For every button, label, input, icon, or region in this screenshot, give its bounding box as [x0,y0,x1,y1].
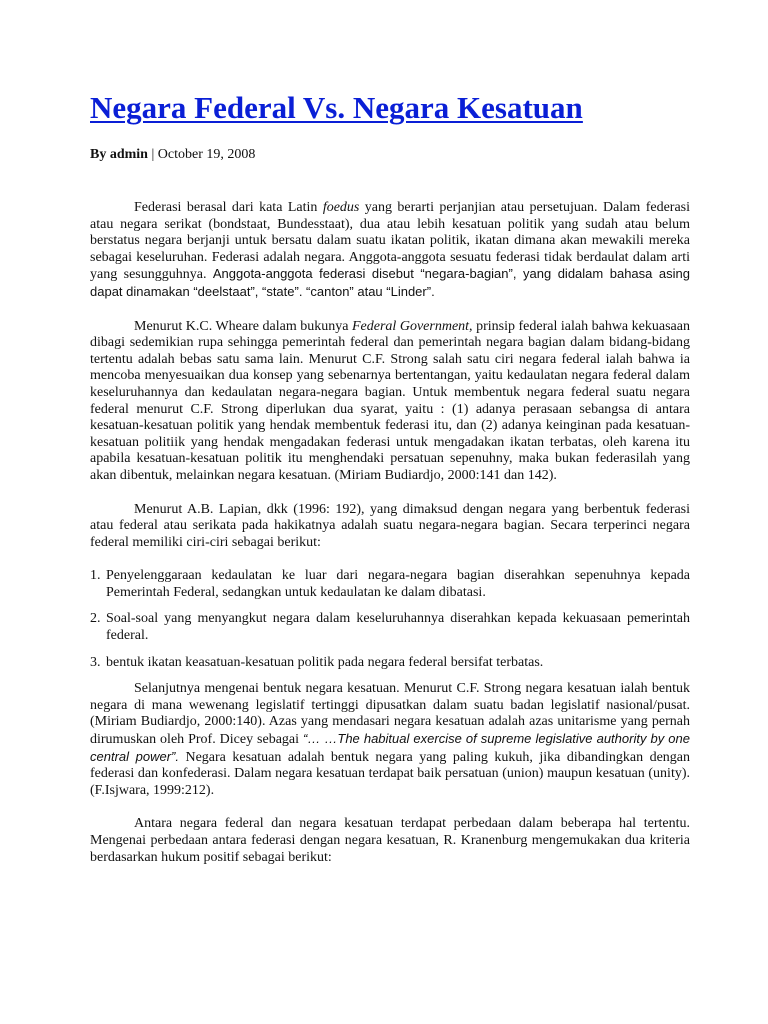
list-item-marker: 1. [90,568,101,584]
paragraph-2-text-c: , prinsip federal ialah bahwa kekuasaan dibagi sedemikian rupa sehingga pemerintah federal dan pemerintah negara bagian dalam bidang-bidang tertentu adalah bebas satu sama lain. Menurut C.F. Strong salah satu ciri negara federal ialah bahwa ia mencoba menyesuaikan dua konsep yang sebenarnya bertentangan, yaitu kedaulatan negara federal dalam keseluruhannya dan kedaulatan negara-negara bagian. Untuk membentuk negara federal suatu negara federal menurut C.F. Strong diperlukan dua syarat, yaitu : (1) adanya perasaan sebangsa di antara kesatuan-kesatuan politik yang hendak membentuk federasi itu, dan (2) adanya keinginan pada kesatuan-kesatuan politiik yang hendak mengadakan federasi untuk mengadakan ikatan terbatas, oleh karena itu apabila kesatuan-kesatuan politik itu menghendaki persatuan sepenuhny, maka bukan federasilah yang akan dibentuk, melainkan negara kesatuan. (Miriam Budiardjo, 2000:141 dan 142). [90,318,690,483]
paragraph-1-text-d: Anggota-anggota federasi disebut “negara-bagian”, yang didalam bahasa asing dapat dinamakan “deelstaat”, “state”. “canton” atau “Linder”. [90,266,690,299]
byline [90,146,690,164]
paragraph-4-quote: “… …The habitual exercise of supreme legislative authority by one central power”. [90,731,690,764]
article-body [90,200,690,866]
list-item-marker: 3. [90,654,101,670]
article-title-link[interactable]: Negara Federal Vs. Negara Kesatuan [90,90,583,125]
byline-separator: | [147,147,158,162]
list-item [90,611,690,644]
paragraph-5: Antara negara federal dan negara kesatuan terdapat perbedaan dalam beberapa hal tertentu. Mengenai perbedaan antara federasi dengan negara kesatuan, R. Kranenburg mengemukakan dua kriteria berdasarkan hukum positif sebagai berikut: [90,816,690,865]
paragraph-2-book-title: Federal Government [352,318,470,334]
list-item [90,655,690,672]
paragraph-1-text-a: Federasi berasal dari kata Latin [134,200,323,215]
list-item-text: Penyelenggaraan kedaulatan ke luar dari negara-negara bagian diserahkan sepenuhnya kepada Pemerintah Federal, sedangkan untuk kedaulatan ke dalam dibatasi. [106,568,690,600]
byline-date: October 19, 2008 [157,147,256,162]
paragraph-2 [90,319,690,485]
list-item-text: Soal-soal yang menyangkut negara dalam keseluruhannya diserahkan kepada kekuasaan pemerintah federal. [106,611,690,644]
byline-author: By admin [90,147,148,162]
article-title [90,0,690,127]
paragraph-4-text-c: Negara kesatuan adalah bentuk negara yang paling kukuh, jika dibandingkan dengan federasi dan konfederasi. Dalam negara kesatuan terdapat baik persatuan (union) maupun kesatuan (unity). (F.Isjwara, 1999:212). [90,749,690,798]
paragraph-1-foedus: foedus [322,200,360,215]
list-item-marker: 2. [90,611,101,627]
paragraph-4-text-a: Selanjutnya mengenai bentuk negara kesatuan. Menurut C.F. Strong negara kesatuan ialah bentuk negara di mana wewenang legislatif tertinggi dipusatkan dalam suatu badan legislatif nasional/pusat. (Miriam Budiardjo, 2000:140). Azas yang mendasari negara kesatuan adalah azas unitarisme yang pernah dirumuskan oleh Prof. Dicey sebagai [90,681,690,748]
paragraph-4 [90,681,690,799]
list-item [90,568,690,601]
paragraph-3: Menurut A.B. Lapian, dkk (1996: 192), yang dimaksud dengan negara yang berbentuk federasi atau federal atau serikata pada hakikatnya adalah suatu negara-negara bagian. Secara terperinci negara federal memiliki ciri-ciri sebagai berikut: [90,501,690,550]
federal-characteristics-list [90,568,690,671]
paragraph-1 [90,200,690,302]
paragraph-1-text-c: yang berarti perjanjian atau persetujuan. Dalam federasi atau negara serikat (bondstaat, Bundesstaat), dua atau lebih kesatuan politik yang sudah atau belum berstatus negara berjanji untuk bersatu dalam suatu ikatan politik, ikatan dimana akan mewakili mereka sebagai keseluruhan. Federasi adalah negara. Anggota-anggota sesuatu federasi tidak berdaulat dalam arti yang sesungguhnya. [90,200,691,283]
paragraph-2-text-a: Menurut K.C. Wheare dalam bukunya [134,318,352,334]
list-item-text: bentuk ikatan keasatuan-kesatuan politik pada negara federal bersifat terbatas. [106,654,544,670]
